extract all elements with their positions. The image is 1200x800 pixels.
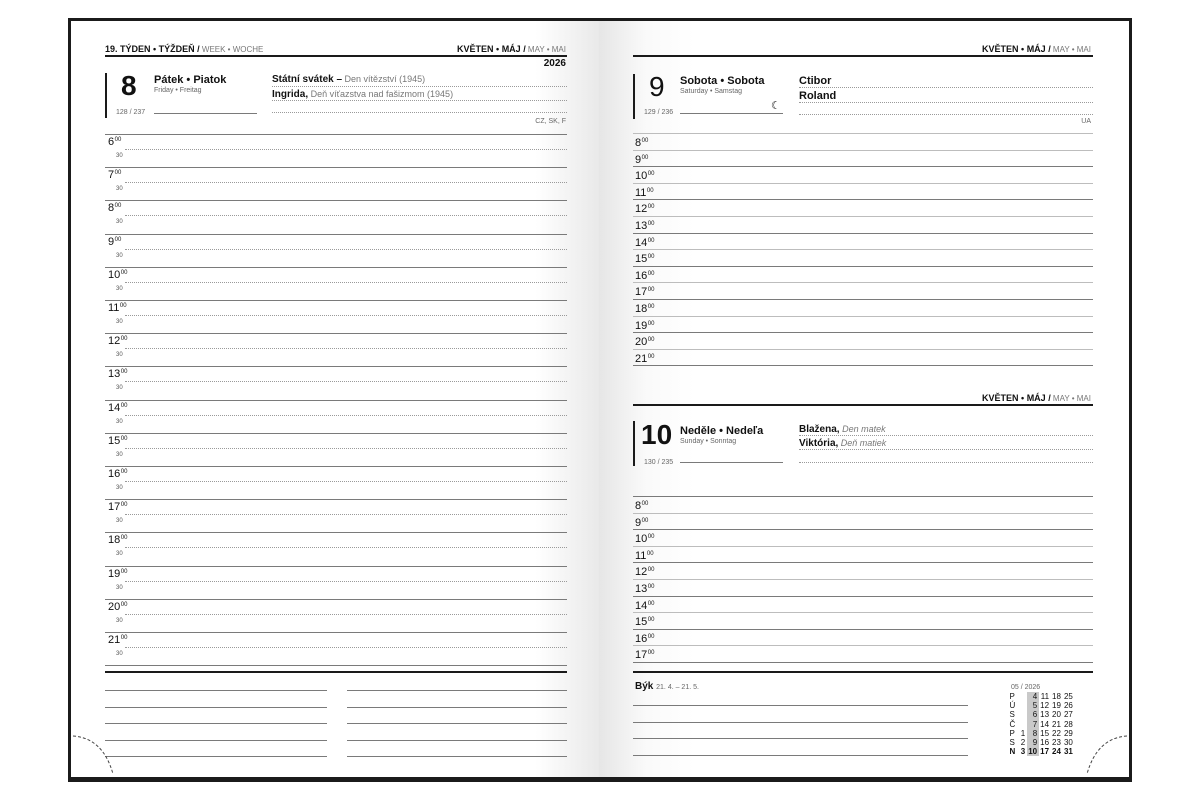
hour-rule <box>105 632 567 633</box>
hour-rule <box>105 267 567 268</box>
half-hour-label: 30 <box>116 418 123 425</box>
half-rule <box>125 481 567 482</box>
hour-label: $8^{00}$ <box>635 137 649 149</box>
hour-minutes: 00 <box>114 170 122 177</box>
hour-rule <box>633 166 1093 167</box>
day-bar <box>633 421 635 466</box>
calendar-row <box>1008 747 1074 756</box>
hour-label: $17^{00}$ <box>108 501 128 514</box>
note-line <box>347 723 567 724</box>
calendar-day: 31 <box>1063 747 1073 757</box>
hour-rule <box>105 433 567 434</box>
event-line <box>799 435 1093 436</box>
hour-label: $19^{00}$ <box>108 567 128 580</box>
calendar-day <box>1019 710 1026 719</box>
hour-rule <box>633 513 1093 514</box>
hour-rule <box>105 366 567 367</box>
calendar-day: 30 <box>1063 738 1073 748</box>
half-rule <box>125 215 567 216</box>
hour-minutes: 00 <box>647 171 655 178</box>
half-rule <box>125 282 567 283</box>
hour-minutes: 00 <box>119 303 127 309</box>
note-line <box>105 756 327 757</box>
mini-calendar <box>1008 692 1074 756</box>
hour-label: $14^{00}$ <box>635 599 655 612</box>
hour-rule <box>633 316 1093 317</box>
hour-rule <box>105 566 567 567</box>
half-hour-label: 30 <box>116 186 123 193</box>
hour-label: $13^{00}$ <box>635 583 655 595</box>
half-hour-label: 30 <box>116 518 123 525</box>
hour-minutes: 00 <box>120 568 128 575</box>
day-underline <box>680 113 783 114</box>
half-hour-label: 30 <box>116 651 123 657</box>
day-subname: Sunday • Sonntag <box>680 438 737 445</box>
half-rule <box>125 547 567 548</box>
event-line <box>799 87 1093 88</box>
hour-label: $10^{00}$ <box>635 533 655 546</box>
hour-minutes: 00 <box>646 550 654 557</box>
header-rule <box>633 55 1093 57</box>
hour-label: $11^{00}$ <box>635 186 654 199</box>
hour-label: $16^{00}$ <box>635 632 655 645</box>
calendar-day: 18 <box>1052 692 1061 701</box>
calendar-day: 16 <box>1040 738 1050 748</box>
open-diary <box>68 18 1132 782</box>
hour-label: $15^{00}$ <box>635 616 655 629</box>
hour-minutes: 00 <box>114 137 122 143</box>
hour-rule <box>633 562 1093 563</box>
hour-rule <box>105 134 567 135</box>
hour-minutes: 00 <box>120 369 128 376</box>
hour-rule <box>633 299 1093 300</box>
hour-label: $9^{00}$ <box>635 516 649 529</box>
hour-minutes: 00 <box>647 633 655 640</box>
hour-rule <box>105 300 567 301</box>
zodiac: Býk 21. 4. – 21. 5. <box>635 681 699 692</box>
note-line <box>105 740 327 741</box>
hour-rule <box>633 150 1093 151</box>
half-rule <box>125 348 567 349</box>
region-label: CZ, SK, F <box>535 118 566 125</box>
event-line <box>272 86 567 87</box>
header-rule-2 <box>633 404 1093 406</box>
calendar-day: 29 <box>1063 728 1073 738</box>
notes-rule <box>105 671 567 673</box>
left-page <box>71 21 599 777</box>
half-hour-label: 30 <box>116 319 123 325</box>
day-number: 10 <box>641 419 673 450</box>
calendar-day: 27 <box>1063 710 1073 720</box>
calendar-row <box>1008 710 1074 719</box>
half-hour-label: 30 <box>116 252 123 259</box>
calendar-day: 7 <box>1027 720 1039 729</box>
note-line <box>347 690 567 691</box>
half-hour-label: 30 <box>116 551 123 558</box>
half-rule <box>125 614 567 615</box>
hour-minutes: 00 <box>641 138 649 144</box>
hour-label: $13^{00}$ <box>108 368 128 381</box>
hour-label: $19^{00}$ <box>635 319 655 332</box>
calendar-day: 21 <box>1052 719 1061 729</box>
right-page <box>599 21 1129 777</box>
hour-rule <box>633 612 1093 613</box>
hour-minutes: 00 <box>647 320 655 327</box>
event-1: Blažena, Den matek <box>799 424 886 435</box>
half-hour-label: 30 <box>116 451 123 458</box>
hour-minutes: 00 <box>120 402 128 409</box>
corner-perforation <box>1083 726 1129 777</box>
header-rule <box>105 55 567 57</box>
calendar-row <box>1008 692 1074 701</box>
hour-rule <box>633 216 1093 217</box>
month-label-2: KVĚTEN • MÁJ / MAY • MAI <box>982 393 1091 403</box>
calendar-day: 17 <box>1040 747 1050 757</box>
event-1: Státní svátek – Den vítězství (1945) <box>272 74 426 85</box>
hour-rule <box>633 662 1093 663</box>
calendar-day: 12 <box>1040 701 1050 711</box>
calendar-day: 5 <box>1027 701 1039 710</box>
event-line <box>799 449 1093 450</box>
calendar-day: 1 <box>1020 728 1026 738</box>
day-subname: Friday • Freitag <box>154 87 202 94</box>
hour-rule <box>105 234 567 235</box>
hour-minutes: 00 <box>647 567 655 574</box>
calendar-day <box>1019 701 1026 710</box>
day-subname: Saturday • Samstag <box>680 88 742 95</box>
hour-label: $15^{00}$ <box>108 434 128 447</box>
calendar-day: 20 <box>1052 710 1061 720</box>
half-rule <box>125 581 567 582</box>
half-rule <box>125 149 567 150</box>
calendar-day: 13 <box>1040 710 1050 720</box>
hour-label: $12^{00}$ <box>635 203 655 216</box>
hour-rule <box>633 332 1093 333</box>
half-hour-label: 30 <box>116 219 123 226</box>
hour-label: $20^{00}$ <box>108 600 128 613</box>
event-2: Ingrida, Deň víťazstva nad fašizmom (1945) <box>272 89 454 100</box>
calendar-day: 4 <box>1027 692 1039 701</box>
hour-label: $14^{00}$ <box>635 236 655 249</box>
hour-rule <box>633 349 1093 350</box>
hour-rule <box>633 645 1093 646</box>
hour-minutes: 00 <box>647 304 655 310</box>
half-rule <box>125 415 567 416</box>
hour-label: $7^{00}$ <box>108 169 122 182</box>
mini-calendar-title: 05 / 2026 <box>1011 684 1041 691</box>
calendar-day: 25 <box>1063 692 1073 701</box>
hour-minutes: 00 <box>647 221 655 227</box>
month-label: KVĚTEN • MÁJ / MAY • MAI <box>982 44 1091 54</box>
calendar-day: 22 <box>1052 728 1061 738</box>
hour-label: $6^{00}$ <box>108 136 122 148</box>
event-2: Viktória, Deň matiek <box>799 438 887 449</box>
half-rule <box>125 249 567 250</box>
day-underline <box>680 462 783 463</box>
day-bar <box>105 73 107 118</box>
hour-label: $20^{00}$ <box>635 336 655 349</box>
hour-minutes: 00 <box>120 535 128 542</box>
half-hour-label: 30 <box>116 352 123 359</box>
hour-minutes: 00 <box>120 502 128 509</box>
hour-minutes: 00 <box>120 635 128 641</box>
day-count: 130 / 235 <box>644 459 674 466</box>
hour-rule <box>105 665 567 666</box>
hour-label: $8^{00}$ <box>108 202 122 215</box>
calendar-day: 14 <box>1040 719 1050 729</box>
event-line <box>799 462 1093 463</box>
hour-label: $13^{00}$ <box>635 220 655 232</box>
hour-minutes: 00 <box>647 204 655 211</box>
hour-rule <box>633 596 1093 597</box>
day-number: 9 <box>649 71 665 102</box>
hour-label: $9^{00}$ <box>635 153 649 166</box>
hour-rule <box>633 496 1093 497</box>
hour-label: $21^{00}$ <box>635 352 655 365</box>
hour-rule <box>105 499 567 500</box>
hour-minutes: 00 <box>120 601 128 608</box>
hour-rule <box>633 629 1093 630</box>
hour-minutes: 00 <box>647 353 655 360</box>
event-line <box>272 100 567 101</box>
hour-label: $16^{00}$ <box>635 269 655 282</box>
calendar-day: 19 <box>1052 701 1061 711</box>
hour-label: $11^{00}$ <box>108 302 127 314</box>
hour-minutes: 00 <box>641 154 649 161</box>
hour-label: $12^{00}$ <box>635 566 655 579</box>
half-hour-label: 30 <box>116 153 123 159</box>
hour-minutes: 00 <box>647 617 655 624</box>
hour-rule <box>105 400 567 401</box>
hour-minutes: 00 <box>120 269 128 276</box>
hour-rule <box>105 532 567 533</box>
day-name: Sobota • Sobota <box>680 75 765 87</box>
hour-rule <box>105 599 567 600</box>
hour-minutes: 00 <box>120 435 128 442</box>
note-line <box>347 756 567 757</box>
day-count: 128 / 237 <box>116 109 146 116</box>
calendar-weekday: P <box>1009 728 1015 738</box>
day-name: Pátek • Piatok <box>154 74 227 86</box>
hour-rule <box>105 333 567 334</box>
hour-minutes: 00 <box>646 187 654 194</box>
calendar-weekday: P <box>1009 692 1015 701</box>
note-line <box>633 738 968 739</box>
hour-rule <box>633 233 1093 234</box>
calendar-day: 6 <box>1027 710 1039 719</box>
nameday-2: Roland <box>799 90 837 102</box>
calendar-weekday: S <box>1009 738 1015 748</box>
hour-minutes: 00 <box>647 534 655 541</box>
half-hour-label: 30 <box>116 285 123 292</box>
hour-label: $18^{00}$ <box>108 534 128 547</box>
calendar-day: 23 <box>1052 738 1061 748</box>
note-line <box>105 723 327 724</box>
half-hour-label: 30 <box>116 385 123 392</box>
hour-minutes: 00 <box>647 237 655 244</box>
hour-label: $15^{00}$ <box>635 253 655 266</box>
note-line <box>633 705 968 706</box>
calendar-weekday: N <box>1009 747 1016 757</box>
calendar-row <box>1008 738 1074 747</box>
hour-label: $10^{00}$ <box>108 268 128 281</box>
note-line <box>347 740 567 741</box>
hour-rule <box>633 365 1093 366</box>
half-hour-label: 30 <box>116 485 123 491</box>
note-line <box>347 707 567 708</box>
calendar-day: 15 <box>1040 728 1050 738</box>
moon-icon: ☾ <box>771 100 781 112</box>
event-line <box>799 102 1093 103</box>
calendar-weekday: Ú <box>1009 701 1016 711</box>
half-rule <box>125 647 567 648</box>
calendar-day: 24 <box>1052 747 1061 757</box>
note-line <box>105 707 327 708</box>
half-hour-label: 30 <box>116 584 123 591</box>
hour-minutes: 00 <box>120 336 128 343</box>
corner-perforation <box>71 726 121 777</box>
calendar-day: 11 <box>1040 692 1050 701</box>
hour-minutes: 00 <box>641 501 649 507</box>
hour-rule <box>105 167 567 168</box>
hour-rule <box>633 266 1093 267</box>
day-bar <box>633 74 635 119</box>
calendar-day: 9 <box>1027 738 1039 747</box>
hour-label: $9^{00}$ <box>108 235 122 248</box>
note-line <box>633 722 968 723</box>
hour-label: $12^{00}$ <box>108 335 128 348</box>
hour-rule <box>105 200 567 201</box>
note-line <box>633 755 968 756</box>
hour-rule <box>633 282 1093 283</box>
day-number: 8 <box>121 70 137 101</box>
hour-minutes: 00 <box>641 517 649 524</box>
note-line <box>105 690 327 691</box>
hour-rule <box>105 466 567 467</box>
hour-label: $14^{00}$ <box>108 401 128 414</box>
calendar-day: 2 <box>1020 738 1026 748</box>
hour-label: $11^{00}$ <box>635 549 654 562</box>
event-line <box>272 112 567 113</box>
calendar-weekday: Č <box>1009 719 1016 729</box>
calendar-day: 26 <box>1063 701 1073 711</box>
month-label: KVĚTEN • MÁJ / MAY • MAI <box>457 44 566 54</box>
hour-rule <box>633 199 1093 200</box>
half-hour-label: 30 <box>116 617 123 624</box>
hour-label: $10^{00}$ <box>635 170 655 183</box>
hour-label: $21^{00}$ <box>108 634 128 646</box>
day-underline <box>154 113 257 114</box>
hour-minutes: 00 <box>647 650 655 657</box>
half-rule <box>125 514 567 515</box>
hour-minutes: 00 <box>647 270 655 277</box>
hour-label: $17^{00}$ <box>635 649 655 662</box>
calendar-day <box>1019 720 1026 729</box>
calendar-day: 28 <box>1063 719 1073 729</box>
hour-minutes: 00 <box>647 337 655 344</box>
half-rule <box>125 315 567 316</box>
week-label: 19. TÝDEN • TÝŽDEŇ / WEEK • WOCHE <box>105 44 264 54</box>
calendar-row <box>1008 720 1074 729</box>
bottom-rule <box>633 671 1093 673</box>
calendar-row <box>1008 729 1074 738</box>
hour-label: $8^{00}$ <box>635 500 649 512</box>
half-rule <box>125 448 567 449</box>
hour-minutes: 00 <box>647 254 655 261</box>
half-rule <box>125 182 567 183</box>
hour-minutes: 00 <box>114 203 122 210</box>
day-count: 129 / 236 <box>644 109 674 116</box>
calendar-day: 8 <box>1027 729 1039 738</box>
hour-minutes: 00 <box>120 469 128 475</box>
hour-minutes: 00 <box>647 584 655 590</box>
day-name: Neděle • Nedeľa <box>680 425 764 437</box>
hour-label: $17^{00}$ <box>635 286 655 299</box>
hour-rule <box>633 249 1093 250</box>
half-rule <box>125 381 567 382</box>
event-line <box>799 114 1093 115</box>
hour-rule <box>633 183 1093 184</box>
hour-label: $16^{00}$ <box>108 468 128 480</box>
nameday-1: Ctibor <box>799 75 832 87</box>
calendar-weekday: S <box>1009 710 1015 720</box>
hour-label: $18^{00}$ <box>635 303 655 315</box>
year-label: 2026 <box>543 58 566 69</box>
hour-rule <box>633 529 1093 530</box>
hour-rule <box>633 546 1093 547</box>
hour-minutes: 00 <box>647 600 655 607</box>
calendar-day: 3 <box>1020 747 1026 757</box>
hour-minutes: 00 <box>647 287 655 294</box>
region-label: UA <box>1081 118 1091 125</box>
calendar-day: 10 <box>1028 747 1038 757</box>
hour-rule <box>633 579 1093 580</box>
calendar-day <box>1019 692 1026 701</box>
calendar-row <box>1008 701 1074 710</box>
hour-minutes: 00 <box>114 236 122 243</box>
hour-rule <box>633 133 1093 134</box>
